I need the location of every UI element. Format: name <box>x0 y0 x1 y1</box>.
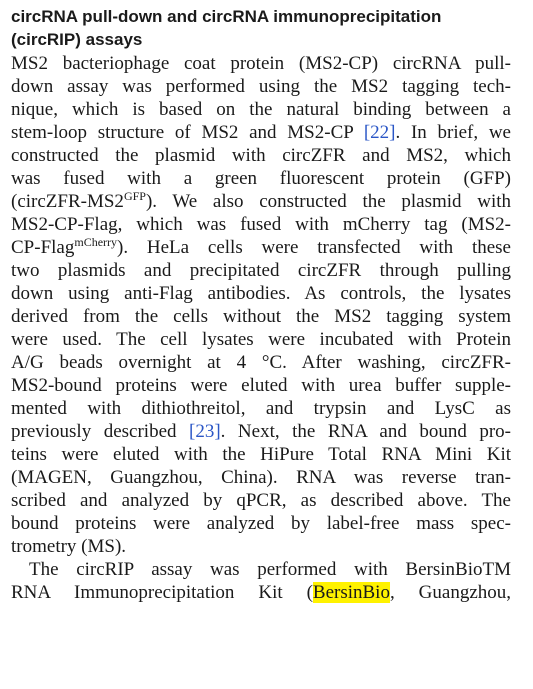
superscript-mcherry: mCherry <box>74 235 118 249</box>
text-line: were used. The cell lysates were incubated with Protein <box>11 329 511 350</box>
text-fragment: ). HeLa cells were transfected with these <box>117 237 511 258</box>
text-line: derived from the cells without the MS2 tagging system <box>11 306 511 327</box>
text-line: MS2-bound proteins were eluted with urea buffer supple- <box>11 375 511 396</box>
text-line: (MAGEN, Guangzhou, China). RNA was reverse tran- <box>11 467 511 488</box>
text-line: bound proteins were analyzed by label-free mass spec- <box>11 513 511 534</box>
text-line: teins were eluted with the HiPure Total RNA Mini Kit <box>11 444 511 465</box>
text-line: scribed and analyzed by qPCR, as described above. The <box>11 490 511 511</box>
text-line: mented with dithiothreitol, and trypsin and LysC as <box>11 398 511 419</box>
text-fragment: ). We also constructed the plasmid with <box>145 191 511 212</box>
text-line: down using anti-Flag antibodies. As controls, the lysates <box>11 283 511 304</box>
text-line: constructed the plasmid with circZFR and MS2, which <box>11 145 511 166</box>
methods-paragraph-2 <box>11 558 511 604</box>
methods-paragraph-1 <box>11 52 511 558</box>
section-heading <box>11 5 511 51</box>
text-line: MS2-CP-Flag, which was fused with mCherry tag (MS2- <box>11 214 511 235</box>
text-fragment: CP-Flag <box>11 237 75 258</box>
text-fragment: . Next, the RNA and bound pro- <box>220 421 511 442</box>
text-fragment: RNA Immunoprecipitation Kit ( <box>11 582 313 603</box>
text-line: MS2 bacteriophage coat protein (MS2-CP) circRNA pull- <box>11 53 511 74</box>
text-line <box>11 581 511 604</box>
text-line: two plasmids and precipitated circZFR through pulling <box>11 260 511 281</box>
text-line: The circRIP assay was performed with BersinBioTM <box>29 559 511 580</box>
text-line: A/G beads overnight at 4 °C. After washing, circZFR- <box>11 352 511 373</box>
text-fragment: . In brief, we <box>395 122 511 143</box>
heading-line-1: circRNA pull-down and circRNA immunoprecipitation <box>11 7 442 26</box>
article-page <box>11 5 511 604</box>
text-line: was fused with a green fluorescent protein (GFP) <box>11 168 511 189</box>
text-line: trometry (MS). <box>11 536 127 557</box>
text-line: down assay was performed using the MS2 tagging tech- <box>11 76 511 97</box>
citation-link-22[interactable]: [22] <box>363 122 396 143</box>
text-line <box>11 190 511 213</box>
text-line <box>11 236 511 259</box>
text-fragment: , Guangzhou, <box>389 582 511 603</box>
citation-link-23[interactable]: [23] <box>189 421 221 442</box>
text-fragment: (circZFR-MS2 <box>11 191 124 212</box>
superscript-gfp: GFP <box>123 189 146 203</box>
heading-line-2: (circRIP) assays <box>11 30 143 49</box>
text-line: nique, which is based on the natural binding between a <box>11 99 511 120</box>
text-line <box>11 420 511 443</box>
text-fragment: stem-loop structure of MS2 and MS2-CP <box>11 122 364 143</box>
text-line <box>11 121 511 144</box>
highlighted-term: BersinBio <box>312 582 390 603</box>
text-fragment: previously described <box>11 421 190 442</box>
